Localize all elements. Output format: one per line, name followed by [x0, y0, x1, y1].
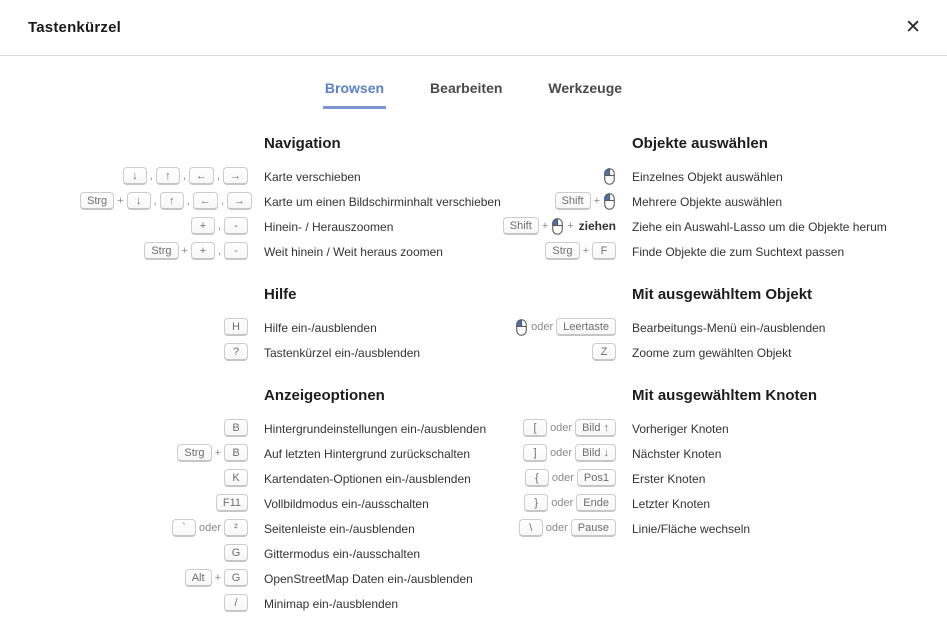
shortcut-row [492, 340, 937, 365]
key: / [224, 594, 248, 612]
shortcut-description: Ziehe ein Auswahl-Lasso um die Objekte herum [632, 219, 887, 234]
key-separator: , [182, 170, 186, 183]
key-separator: , [217, 245, 221, 258]
key-separator: , [216, 170, 220, 183]
mouse-left-click-icon [552, 218, 563, 235]
shortcut-description: OpenStreetMap Daten ein-/ausblenden [264, 571, 473, 586]
key-separator: oder [198, 522, 221, 535]
key: G [224, 544, 248, 562]
shortcut-keys [80, 494, 248, 512]
section-title: Mit ausgewähltem Objekt [632, 286, 813, 303]
shortcut-description: Karte um einen Bildschirminhalt verschieben [264, 194, 501, 209]
shortcut-description: Hintergrundeinstellungen ein-/ausblenden [264, 421, 487, 436]
shortcut-row [80, 566, 492, 591]
shortcut-description: Hinein- / Herauszoomen [264, 219, 394, 234]
shortcut-description: Einzelnes Objekt auswählen [632, 169, 783, 184]
shortcut-row [492, 441, 937, 466]
mouse-left-click-icon [516, 319, 527, 336]
key-separator: , [153, 195, 157, 208]
shortcut-keys [492, 343, 616, 361]
key: B [224, 444, 248, 462]
key: Strg [144, 242, 178, 260]
shortcut-description: Erster Knoten [632, 471, 706, 486]
shortcut-row [492, 516, 937, 541]
key: K [224, 469, 248, 487]
key: { [525, 469, 549, 487]
key: Strg [545, 242, 579, 260]
shortcut-keys [492, 217, 616, 235]
section-title: Objekte auswählen [632, 135, 768, 152]
shortcut-keys [80, 242, 248, 260]
key: Bild ↑ [575, 419, 616, 437]
shortcut-description: Minimap ein-/ausblenden [264, 596, 399, 611]
shortcut-keys [492, 419, 616, 437]
key: Pos1 [577, 469, 616, 487]
key-separator: + [214, 572, 221, 585]
key: Leertaste [556, 318, 616, 336]
key: - [224, 217, 248, 235]
shortcut-keys [492, 242, 616, 260]
section [492, 286, 937, 365]
key-separator: , [149, 170, 153, 183]
shortcut-description: Mehrere Objekte auswählen [632, 194, 783, 209]
key: F [592, 242, 616, 260]
section [492, 135, 937, 264]
shortcut-description: Linie/Fläche wechseln [632, 521, 751, 536]
key: Strg [80, 192, 114, 210]
shortcut-keys [80, 594, 248, 612]
key: ? [224, 343, 248, 361]
section-title: Mit ausgewähltem Knoten [632, 387, 818, 404]
shortcut-keys [80, 343, 248, 361]
shortcuts-columns [0, 135, 947, 616]
key-separator: + [582, 245, 589, 258]
key: ` [172, 519, 196, 537]
key: [ [523, 419, 547, 437]
key-separator: oder [550, 447, 573, 460]
key-separator: + [181, 245, 188, 258]
key: ← [193, 192, 218, 210]
key: ² [224, 519, 248, 537]
key: B [224, 419, 248, 437]
shortcut-description: Weit hinein / Weit heraus zoomen [264, 244, 443, 259]
shortcut-row [80, 491, 492, 516]
tab-browsen[interactable]: Browsen [323, 80, 386, 109]
key: → [227, 192, 252, 210]
shortcut-description: Zoome zum gewählten Objekt [632, 345, 792, 360]
shortcut-row [80, 416, 492, 441]
key: + [191, 217, 215, 235]
shortcut-keys [492, 318, 616, 336]
tabs-bar [0, 56, 947, 109]
shortcut-description: Letzter Knoten [632, 496, 711, 511]
section [80, 387, 492, 616]
shortcut-description: Finde Objekte die zum Suchtext passen [632, 244, 845, 259]
key: ↓ [123, 167, 147, 185]
shortcut-keys [80, 519, 248, 537]
shortcut-row [80, 315, 492, 340]
shortcut-keys [492, 444, 616, 462]
shortcut-row [492, 189, 937, 214]
shortcut-description: Tastenkürzel ein-/ausblenden [264, 345, 421, 360]
key: G [224, 569, 248, 587]
section-title: Anzeigeoptionen [264, 387, 385, 404]
shortcut-description: Auf letzten Hintergrund zurückschalten [264, 446, 471, 461]
shortcut-keys [80, 167, 248, 185]
shortcut-description: Gittermodus ein-/ausschalten [264, 546, 421, 561]
section-title: Navigation [264, 135, 341, 152]
dialog-header [0, 0, 947, 56]
shortcut-keys [492, 469, 616, 487]
section [492, 387, 937, 541]
key: Alt [185, 569, 212, 587]
key: Strg [177, 444, 211, 462]
key: ↑ [160, 192, 184, 210]
tab-bearbeiten[interactable]: Bearbeiten [430, 80, 503, 96]
shortcut-keys [492, 494, 616, 512]
shortcut-keys [492, 519, 616, 537]
shortcut-row [492, 164, 937, 189]
key: Ende [576, 494, 616, 512]
key-separator: , [186, 195, 190, 208]
shortcut-row [80, 214, 492, 239]
shortcut-description: Nächster Knoten [632, 446, 722, 461]
shortcut-description: Kartendaten-Optionen ein-/ausblenden [264, 471, 471, 486]
shortcut-row [492, 491, 937, 516]
shortcut-row [80, 340, 492, 365]
shortcut-keys [80, 419, 248, 437]
key-separator: + [567, 220, 574, 233]
shortcut-row [80, 441, 492, 466]
shortcut-keys [80, 192, 248, 210]
shortcut-row [492, 239, 937, 264]
key-separator: oder [551, 497, 574, 510]
shortcut-row [492, 315, 937, 340]
shortcut-keys [80, 444, 248, 462]
key: ↑ [156, 167, 180, 185]
shortcut-keys [80, 569, 248, 587]
tab-werkzeuge[interactable]: Werkzeuge [548, 80, 623, 96]
key-separator: oder [531, 321, 554, 334]
shortcut-description: Vorheriger Knoten [632, 421, 729, 436]
gesture-label: ziehen [578, 219, 616, 234]
shortcut-row [492, 214, 937, 239]
shortcut-row [80, 189, 501, 214]
shortcut-description: Vollbildmodus ein-/ausschalten [264, 496, 429, 511]
key: Pause [571, 519, 616, 537]
shortcut-keys [80, 318, 248, 336]
shortcut-row [80, 239, 492, 264]
key-separator: oder [551, 472, 574, 485]
shortcut-description: Karte verschieben [264, 169, 361, 184]
key-separator: + [593, 195, 600, 208]
mouse-left-click-icon [604, 193, 615, 210]
key: H [224, 318, 248, 336]
key-separator: oder [545, 522, 568, 535]
shortcuts-col-right [492, 135, 937, 616]
close-icon[interactable]: ✕ [905, 17, 921, 38]
section [80, 286, 492, 365]
shortcut-description: Seitenleiste ein-/ausblenden [264, 521, 415, 536]
key: Z [592, 343, 616, 361]
shortcut-row [80, 164, 492, 189]
key: ] [523, 444, 547, 462]
key: + [191, 242, 215, 260]
shortcut-row [492, 416, 937, 441]
shortcut-row [80, 541, 492, 566]
key-separator: + [117, 195, 124, 208]
shortcut-description: Hilfe ein-/ausblenden [264, 320, 377, 335]
key-separator: oder [550, 422, 573, 435]
key: Bild ↓ [575, 444, 616, 462]
key: ↓ [127, 192, 151, 210]
shortcut-row [80, 466, 492, 491]
shortcuts-col-left [80, 135, 501, 616]
section-title: Hilfe [264, 286, 297, 303]
key-separator: + [214, 447, 221, 460]
mouse-left-click-icon [604, 168, 615, 185]
key-separator: , [217, 220, 221, 233]
shortcut-keys [80, 469, 248, 487]
shortcut-description: Bearbeitungs-Menü ein-/ausblenden [632, 320, 826, 335]
key: → [223, 167, 248, 185]
key: \ [519, 519, 543, 537]
shortcut-row [80, 516, 492, 541]
shortcut-keys [80, 217, 248, 235]
section [80, 135, 501, 264]
shortcut-keys [492, 192, 616, 210]
key-separator: , [220, 195, 224, 208]
shortcut-keys [80, 544, 248, 562]
dialog-title: Tastenkürzel [28, 19, 121, 36]
key: } [524, 494, 548, 512]
key: Shift [555, 192, 591, 210]
shortcut-row [80, 591, 492, 616]
shortcut-row [492, 466, 937, 491]
key: F11 [216, 494, 248, 512]
shortcut-keys [492, 168, 616, 186]
key: Shift [503, 217, 539, 235]
key: - [224, 242, 248, 260]
key-separator: + [541, 220, 549, 233]
key: ← [189, 167, 214, 185]
